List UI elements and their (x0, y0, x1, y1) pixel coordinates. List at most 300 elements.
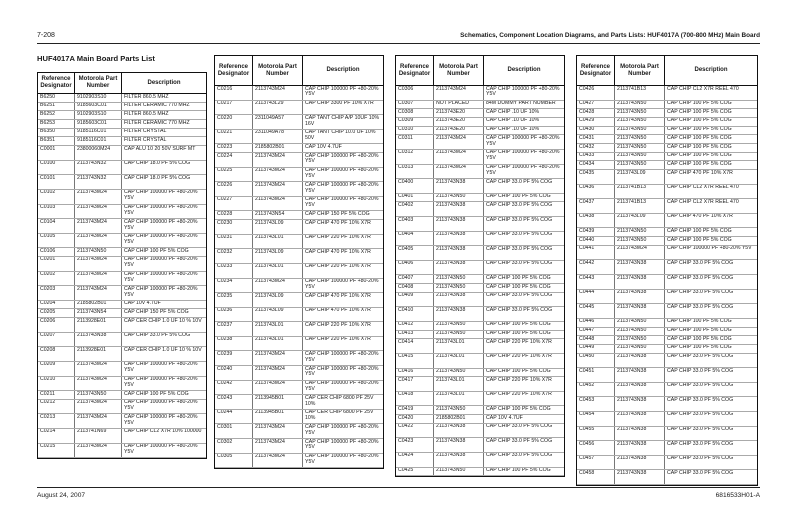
reference-designator: C0232 (217, 249, 233, 255)
reference-designator: C0228 (217, 211, 233, 217)
table-row (396, 415, 564, 424)
reference-designator: C0235 (217, 293, 233, 299)
description: CAP CHIP CL2 X7R REEL 470 (664, 86, 757, 100)
reference-designator: C0102 (40, 189, 56, 196)
table-row (215, 144, 383, 153)
reference-designator: C0448 (579, 336, 595, 342)
reference-designator: C0207 (40, 332, 56, 339)
description: 84M DUMMY PART NUMBER (483, 101, 564, 109)
part-number: 2113743M24 (74, 414, 121, 428)
part-number: 2311049A57 (252, 115, 302, 129)
table-row (396, 331, 564, 340)
description: CAP CHIP 100000 PF +80-20% Y5V (483, 165, 564, 179)
table-row (577, 427, 757, 442)
reference-designator: C0302 (217, 439, 233, 445)
table-row (38, 362, 206, 377)
part-number: 2113743N38 (433, 179, 483, 193)
reference-designator: C0454 (579, 411, 595, 418)
part-number: 2113743N50 (614, 101, 664, 109)
reference-designator: C0425 (398, 467, 414, 474)
header-motorola-part-number: Motorola Part Number (433, 56, 483, 85)
part-number: 2113743N38 (614, 290, 664, 304)
description: CAP CHIP 33.0 PF 5% COG (483, 202, 564, 216)
table-row (396, 194, 564, 203)
reference-designator: C0215 (40, 443, 56, 450)
description: CAP CHIP 100 PF 5% COG (664, 135, 757, 143)
footer-date: August 24, 2007 (37, 492, 86, 499)
table-header (38, 73, 206, 94)
table-row (38, 205, 206, 220)
reference-designator: C0452 (579, 382, 595, 389)
description: FILTER CRYSTAL (121, 129, 206, 137)
part-number: 23800060M24 (74, 146, 121, 160)
parts-table-1 (37, 72, 207, 459)
table-row (215, 308, 383, 323)
description: CAP CHIP 100 PF 5% COG (664, 319, 757, 327)
reference-designator: C0238 (217, 336, 233, 343)
table-row (396, 109, 564, 118)
part-number: 2113743N38 (614, 456, 664, 470)
part-number: 2113743L09 (252, 220, 302, 234)
reference-designator: C0438 (579, 213, 595, 220)
part-number: 2113743N38 (433, 453, 483, 467)
part-number: 2113743M24 (74, 205, 121, 219)
part-number: 2113741B13 (614, 86, 664, 100)
description: CAP CHIP 220 PF 10% X7R (483, 392, 564, 406)
description: CAP CHIP 33.0 PF 5% COG (664, 456, 757, 470)
header-reference-designator: Reference Designator (40, 76, 72, 89)
part-number: 2113743M24 (252, 182, 302, 196)
description: CAP CHIP 100000 PF +80-20% Y5V (121, 377, 206, 391)
part-number: 2113743L09 (252, 293, 302, 307)
description: CAP CHIP 33.0 PF 5% COG (121, 333, 206, 347)
table-row (38, 234, 206, 249)
reference-designator: C0458 (579, 470, 595, 476)
table-row (215, 130, 383, 145)
reference-designator: C0205 (40, 309, 56, 315)
reference-designator: C0105 (40, 233, 56, 240)
table-row (396, 293, 564, 308)
table-row (577, 354, 757, 369)
reference-designator: C0439 (579, 228, 595, 234)
part-number: 2113743M24 (252, 454, 302, 468)
reference-designator: C0236 (217, 307, 233, 314)
part-number: 2113743N38 (614, 427, 664, 441)
table-row (577, 304, 757, 319)
header-reference-designator: Reference Designator (217, 63, 250, 77)
header-motorola-part-number: Motorola Part Number (614, 56, 664, 85)
part-number: 2113743M24 (252, 86, 302, 100)
table-row (577, 290, 757, 305)
footer-doc-number: 6816533H01-A (715, 492, 760, 499)
part-number: NOT PLACED (433, 101, 483, 109)
description: CAP CHIP 100000 PF +80-20% Y5V (121, 362, 206, 376)
part-number: 2113743M24 (74, 219, 121, 233)
table-header (215, 56, 383, 86)
table-row (38, 120, 206, 129)
reference-designator: C0309 (398, 117, 414, 124)
reference-designator: C0400 (398, 179, 414, 185)
reference-designator: C0413 (398, 330, 414, 337)
description: CAP CER CHIP 1.0 UF 10 % 10V (121, 347, 206, 361)
reference-designator: C0442 (579, 260, 595, 266)
reference-designator: C0436 (579, 184, 595, 191)
description: CAP CHIP 100000 PF +80-20% Y5V (121, 219, 206, 233)
table-row (396, 284, 564, 293)
description: CAP CHIP 18.0 PF 5% COG (121, 161, 206, 175)
description: CAP CHIP 100000 PF +80-20% Y5V (121, 257, 206, 271)
table-row (38, 272, 206, 287)
part-number: 2113743M24 (74, 286, 121, 300)
reference-designator: C0310 (398, 126, 414, 133)
part-number: 9185603C01 (74, 120, 121, 128)
table-row (38, 161, 206, 176)
table-row (577, 101, 757, 110)
description: CAP CHIP 33.0 PF 5% COG (664, 412, 757, 426)
description: CAP CHIP 100000 PF +80-20% Y5V (302, 381, 383, 395)
part-number: 2113743M24 (252, 424, 302, 438)
part-number: 2113743E20 (433, 118, 483, 126)
reference-designator: C0202 (40, 271, 56, 278)
table-header (396, 56, 564, 86)
reference-designator: C0429 (579, 117, 595, 124)
description: CAP CHIP 470 PF 10% X7R (302, 220, 383, 234)
description: CAP CHIP 33.0 PF 5% COG (483, 261, 564, 275)
part-number: 2113743N54 (252, 211, 302, 219)
part-number: 2113743L01 (252, 264, 302, 278)
table-row (215, 279, 383, 294)
table-row (215, 351, 383, 366)
description: CAP CHIP .10 UF 10% (483, 118, 564, 126)
part-number: 2113743L01 (252, 235, 302, 249)
part-number: 2113743N50 (614, 127, 664, 135)
part-number: 2113743M24 (74, 400, 121, 414)
reference-designator: C0237 (217, 322, 233, 328)
description: CAP CHIP 100000 PF +80-20% Y5V (483, 135, 564, 149)
part-number: 2113743N38 (614, 275, 664, 289)
description: CAP CHIP 220 PF 10% X7R (302, 264, 383, 278)
table-row (577, 127, 757, 136)
part-number: 2113743N50 (614, 153, 664, 161)
table-row (38, 400, 206, 415)
table-row (215, 322, 383, 337)
description: CAP CHIP 100 PF 5% COG (483, 369, 564, 377)
reference-designator: C0313 (398, 164, 414, 171)
description: CAP CHIP 100000 PF +80-20% Y5V (483, 150, 564, 164)
reference-designator: C0206 (40, 318, 56, 324)
part-number: 2113743N32 (74, 161, 121, 175)
table-row (396, 369, 564, 378)
reference-designator: C0427 (579, 100, 595, 107)
part-number: 2113743N50 (433, 284, 483, 292)
description: CAP CHIP 3300 PF 10% X7R (302, 101, 383, 115)
part-number: 2113743N50 (74, 248, 121, 256)
reference-designator: C0407 (398, 275, 414, 281)
table-row (215, 101, 383, 116)
part-number: 2113743M24 (74, 190, 121, 204)
part-number: 2113743N50 (614, 161, 664, 169)
reference-designator: C0240 (217, 366, 233, 372)
table-row (215, 235, 383, 250)
part-number: 2113743M24 (433, 150, 483, 164)
table-row (215, 220, 383, 235)
reference-designator: C0416 (398, 368, 414, 374)
description: CAP 10V 4.7UF (121, 301, 206, 309)
table-row (396, 202, 564, 217)
part-number: 2113743L29 (252, 101, 302, 115)
description: CAP CHIP 220 PF 10% X7R (302, 235, 383, 249)
description: FILTER 860.5 MHZ (121, 94, 206, 102)
parts-table-4 (576, 55, 758, 486)
part-number: 2311049A78 (252, 130, 302, 144)
header-rule (37, 43, 760, 44)
part-number: 2113743L01 (433, 339, 483, 353)
description: CAP CHIP 33.0 PF 5% COG (483, 217, 564, 231)
table-row (577, 345, 757, 354)
header-reference-designator: Reference Designator (398, 63, 431, 77)
reference-designator: C0422 (398, 423, 414, 430)
reference-designator: C0457 (579, 455, 595, 462)
part-number: 2113743N38 (433, 293, 483, 307)
reference-designator: C0209 (40, 361, 56, 368)
part-number: 2113743N38 (74, 333, 121, 347)
table-row (577, 383, 757, 398)
description: CAP CHIP 220 PF 10% X7R (302, 337, 383, 351)
table-row (396, 275, 564, 284)
table-row (38, 286, 206, 301)
reference-designator: C0443 (579, 275, 595, 281)
reference-designator: C0419 (398, 406, 414, 412)
part-number: 2113743N50 (433, 275, 483, 283)
table-row (396, 150, 564, 165)
table-row (577, 214, 757, 229)
table-row (396, 101, 564, 110)
description: CAP CHIP 33.0 PF 5% COG (483, 293, 564, 307)
description: CAP CHIP 33.0 PF 5% COG (483, 307, 564, 321)
part-number: 2113743L09 (252, 308, 302, 322)
table-row (396, 339, 564, 354)
reference-designator: C0430 (579, 126, 595, 133)
description: CAP CHIP 100 PF 5% COG (483, 275, 564, 283)
part-number: 2113928E01 (74, 318, 121, 332)
reference-designator: C0230 (217, 220, 233, 226)
header-description: Description (121, 73, 206, 93)
table-row (38, 146, 206, 161)
table-row (38, 257, 206, 272)
description: CAP CHIP 33.0 PF 5% COG (664, 354, 757, 368)
reference-designator: C0420 (398, 415, 414, 421)
description: CAP CHIP 220 PF 10% X7R (302, 322, 383, 336)
part-number: 2113743M24 (252, 381, 302, 395)
description: CAP CHIP CL2 X7R REEL 470 (664, 185, 757, 199)
table-row (38, 94, 206, 103)
description: CAP CHIP 220 PF 10% X7R (483, 377, 564, 391)
part-number: 2113743N50 (74, 391, 121, 399)
description: FILTER CRYSTAL (121, 137, 206, 145)
table-row (577, 412, 757, 427)
table-header (577, 56, 757, 86)
reference-designator: C0441 (579, 245, 595, 252)
reference-designator: C0211 (40, 391, 55, 397)
description: CAP TANT CHIP 10.0 UF 10% 50V (302, 130, 383, 144)
table-row (396, 179, 564, 194)
reference-designator: C0432 (579, 144, 595, 150)
part-number: 9185116C01 (74, 137, 121, 145)
description: CAP CHIP 100000 PF +80-20% Y5V (302, 454, 383, 468)
table-row (396, 377, 564, 392)
table-row (396, 118, 564, 127)
reference-designator: C0220 (217, 115, 233, 121)
reference-designator: C0434 (579, 161, 595, 167)
description: CAP CHIP 100 PF 5% COG (664, 118, 757, 126)
description: CAP CHIP 100000 PF +80-20% Y5V (121, 234, 206, 248)
part-number: 2113743N50 (614, 345, 664, 353)
reference-designator: C0445 (579, 304, 595, 310)
description: CAP CHIP 33.0 PF 5% COG (664, 290, 757, 304)
reference-designator: C0409 (398, 292, 414, 299)
table-row (396, 322, 564, 331)
part-number: 2113743N38 (614, 412, 664, 426)
header-motorola-part-number: Motorola Part Number (74, 73, 121, 93)
table-row (396, 438, 564, 453)
table-row (577, 86, 757, 101)
table-row (396, 261, 564, 276)
table-row (215, 249, 383, 264)
part-number: 2113743N50 (614, 228, 664, 236)
description: CAP CHIP 100000 PF +80-20% Y5V (302, 351, 383, 365)
reference-designator: C0101 (40, 175, 56, 181)
reference-designator: C0456 (579, 441, 595, 447)
table-row (38, 377, 206, 392)
part-number: 2113743M24 (433, 135, 483, 149)
table-row (38, 129, 206, 138)
header-reference-designator: Reference Designator (579, 63, 612, 77)
reference-designator: C0213 (40, 414, 56, 420)
description: CAP CHIP 150 PF 5% COG (302, 211, 383, 219)
part-number: 2113743N38 (433, 202, 483, 216)
part-number: 2113743N38 (433, 246, 483, 260)
reference-designator: C0435 (579, 170, 595, 176)
table-row (396, 217, 564, 232)
footer-rule (37, 487, 760, 488)
reference-designator: C0418 (398, 391, 414, 398)
table-row (396, 354, 564, 369)
part-number: 2113743E20 (433, 127, 483, 135)
part-number: 2113743N54 (74, 309, 121, 317)
reference-designator: C0306 (398, 86, 414, 92)
description: CAP CHIP 100000 PF +80-20% Y5V (121, 286, 206, 300)
reference-designator: C0214 (40, 428, 56, 435)
description: CAP CHIP 100000 PF +80-20% Y5V (302, 197, 383, 211)
header-description: Description (664, 56, 757, 85)
reference-designator: C0415 (398, 353, 414, 360)
table-row (38, 309, 206, 318)
part-number: 2113743M24 (614, 246, 664, 260)
description: CAP CHIP 18.0 PF 5% COG (121, 175, 206, 189)
table-row (577, 328, 757, 337)
table-row (215, 337, 383, 352)
part-number: 2113743N50 (614, 237, 664, 245)
table-row (38, 301, 206, 310)
part-number: 2113743N38 (433, 307, 483, 321)
description: CAP CHIP 100000 PF +80-20% Y5V (664, 246, 757, 260)
description: CAP CHIP 100 PF 5% COG (664, 328, 757, 336)
description: CAP CHIP 33.0 PF 5% COG (664, 397, 757, 411)
table-row (215, 293, 383, 308)
part-number: 2113743L01 (433, 392, 483, 406)
table-row (396, 127, 564, 136)
reference-designator: C0437 (579, 199, 595, 205)
reference-designator: C0201 (40, 256, 56, 263)
part-number: 2113743N50 (614, 109, 664, 117)
description: CAP CHIP 100000 PF +80-20% Y5V (121, 205, 206, 219)
reference-designator: C0103 (40, 204, 56, 210)
reference-designator: C0244 (217, 409, 233, 416)
reference-designator: C0446 (579, 318, 595, 325)
table-row (38, 318, 206, 333)
table-row (396, 135, 564, 150)
part-number: 2113743N38 (614, 304, 664, 318)
description: CAP CHIP 33.0 PF 5% COG (664, 304, 757, 318)
description: CAP CHIP 33.0 PF 5% COG (664, 260, 757, 274)
description: CAP CHIP 33.0 PF 5% COG (664, 368, 757, 382)
section-title: HUF4017A Main Board Parts List (37, 54, 155, 63)
reference-designator: C0239 (217, 351, 233, 357)
part-number: 2113743M24 (252, 439, 302, 453)
table-row (577, 368, 757, 383)
reference-designator: C0449 (579, 344, 595, 351)
table-row (577, 135, 757, 144)
description: CAP CHIP 100 PF 5% COG (664, 153, 757, 161)
part-number: 2185802B01 (433, 415, 483, 423)
description: CAP CHIP 100000 PF +80-20% Y5V (302, 153, 383, 167)
part-number: 9185603C01 (74, 103, 121, 111)
reference-designator: C0408 (398, 284, 414, 290)
description: CAP CHIP 100000 PF +80-20% Y5V (302, 86, 383, 100)
reference-designator: C0104 (40, 219, 56, 225)
running-title: Schematics, Component Location Diagrams, and Parts Lists: HUF4017A (700-800 MHz) Main Board (460, 32, 760, 39)
table-row (577, 228, 757, 237)
description: CAP CHIP 33.0 PF 5% COG (483, 424, 564, 438)
description: CAP CHIP 100 PF 5% COG (483, 322, 564, 330)
header-motorola-part-number: Motorola Part Number (252, 56, 302, 85)
table-row (215, 86, 383, 101)
reference-designator: C0227 (217, 196, 233, 203)
reference-designator: C0451 (579, 368, 595, 374)
description: CAP ALU 10 20 50V SURF MT (121, 146, 206, 160)
part-number: 2113743N50 (433, 194, 483, 202)
reference-designator: C0405 (398, 246, 414, 252)
table-row (215, 115, 383, 130)
part-number: 2113743N38 (614, 397, 664, 411)
reference-designator: C0233 (217, 263, 233, 270)
part-number: 2113743N38 (614, 368, 664, 382)
description: CAP CHIP 100000 PF +80-20% Y5V (121, 400, 206, 414)
table-row (577, 153, 757, 162)
part-number: 2113743M24 (433, 86, 483, 100)
part-number: 2113743L09 (252, 249, 302, 263)
table-row (577, 319, 757, 328)
reference-designator: C0234 (217, 278, 233, 284)
reference-designator: B6253 (40, 120, 56, 126)
description: CAP CHIP 100000 PF +80-20% Y5V (302, 279, 383, 293)
description: CAP CER CHIP 6800 PF 25V 10% (302, 410, 383, 424)
part-number: 2113743M24 (252, 197, 302, 211)
reference-designator: C0212 (40, 399, 56, 406)
description: CAP CHIP 100 PF 5% COG (483, 331, 564, 339)
description: CAP CHIP 100000 PF +80-20% Y5V (302, 424, 383, 438)
reference-designator: C0100 (40, 160, 56, 167)
